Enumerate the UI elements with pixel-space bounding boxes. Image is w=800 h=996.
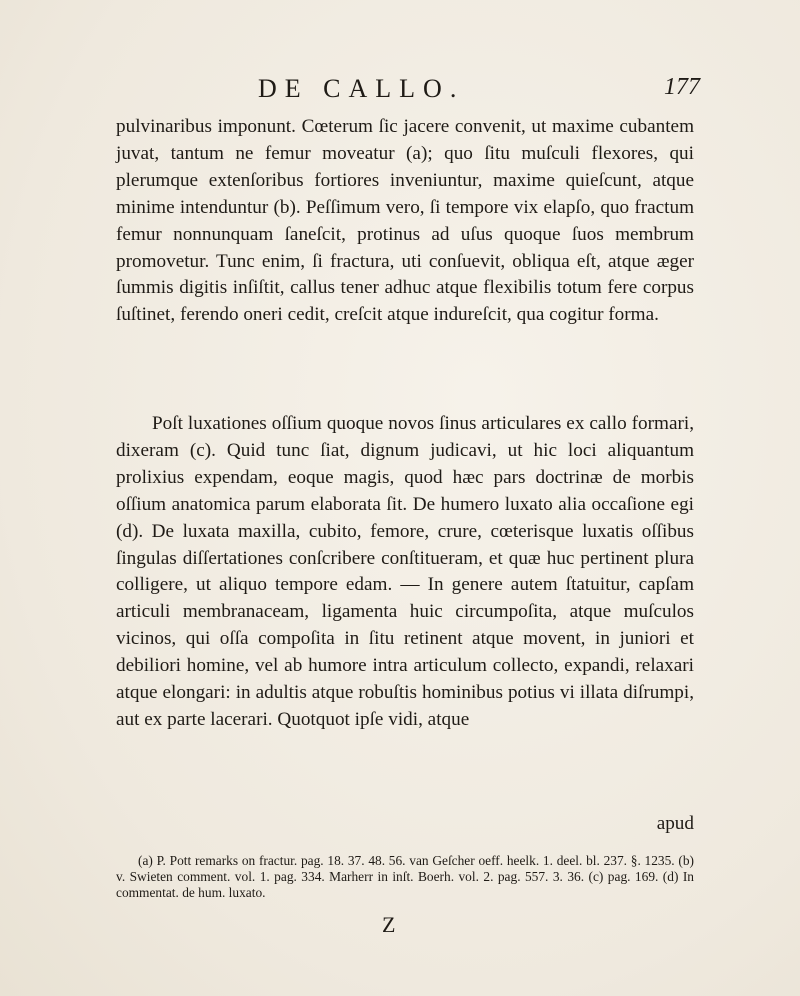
- running-head: DE CALLO.: [258, 74, 465, 103]
- page-number: 177: [664, 74, 700, 100]
- signature-mark: Z: [382, 912, 396, 937]
- page-header: [0, 74, 800, 108]
- body-paragraph-1: pulvinaribus imponunt. Cœterum ſic jacere convenit, ut maxime cubantem juvat, tantum ne femur moveatur (a); quo ſitu muſculi flexores, qui plerumque extenſoribus fortiores inveniuntur, maxime quieſcunt, atque minime intenduntur (b). Peſſimum vero, ſi tempore vix elapſo, quo fractum femur nonnunquam ſaneſcit, protinus ad uſus quoque ſuos membrum promovetur. Tunc enim, ſi fractura, uti conſuevit, obliqua eſt, atque æger ſummis digitis inſiſtit, callus tener adhuc atque flexibilis totum fere corpus ſuſtinet, ferendo oneri cedit, creſcit atque indureſcit, qua cogitur forma.: [116, 116, 694, 326]
- footnotes: (a) P. Pott remarks on fractur. pag. 18. 37. 48. 56. van Geſcher oeff. heelk. 1. deel. bl. 237. §. 1235. (b) v. Swieten comment. vol. 1. pag. 334. Marherr in inſt. Boerh. vol. 2. pag. 557. 3. 36. (c) pag. 169. (d) In commentat. de hum. luxato.: [116, 853, 694, 900]
- catchword: apud: [656, 813, 694, 834]
- body-paragraph-2: Poſt luxationes oſſium quoque novos ſinus articulares ex callo formari, dixeram (c). Quid tunc ſiat, dignum judicavi, ut hic loci aliquantum prolixius expendam, eoque magis, quod hæc pars doctrinæ de morbis oſſium anatomica parum elaborata ſit. De humero luxato alia occaſione egi (d). De luxata maxilla, cubito, femore, crure, cœterisque luxatis oſſibus ſingulas diſſertationes conſcribere conſtitueram, et quæ huc pertinent plura colligere, ut aliquo tempore edam. — In genere autem ſtatuitur, capſam articuli membranaceam, ligamenta huic circumpoſita, atque muſculos vicinos, qui oſſa compoſita in ſitu retinent atque movent, in juniori et debiliori homine, vel ab humore intra articulum collecto, expandi, relaxari atque elongari: in adultis atque robuſtis hominibus potius vi illata diſrumpi, aut ex parte lacerari. Quotquot ipſe vidi, atque: [116, 413, 694, 730]
